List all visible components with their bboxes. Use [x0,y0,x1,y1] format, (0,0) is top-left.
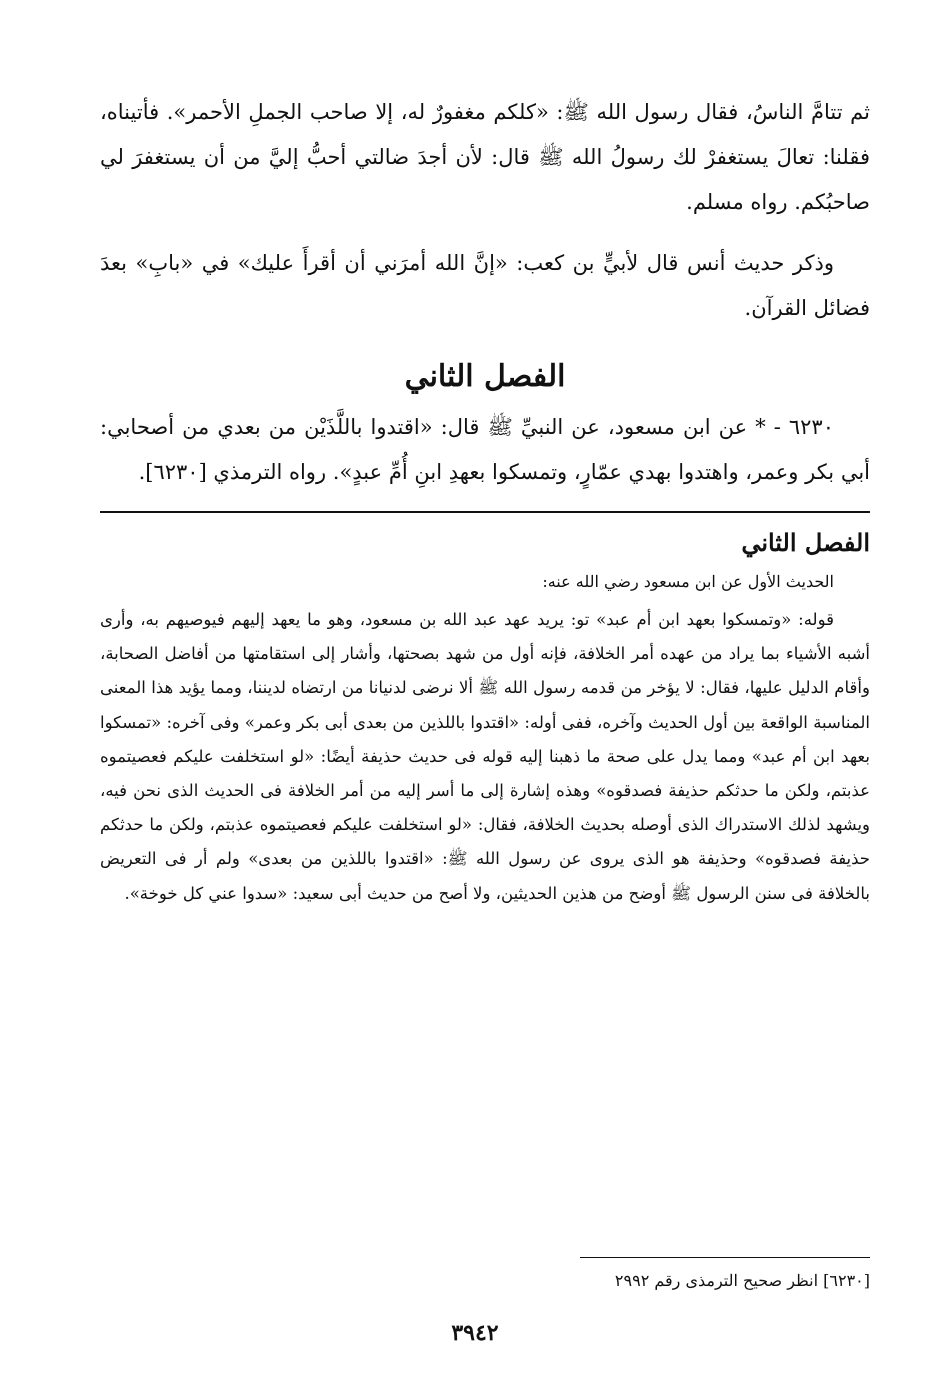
page-number: ٣٩٤٢ [451,1320,499,1346]
footnote-divider [580,1257,870,1258]
commentary-subtitle: الحديث الأول عن ابن مسعود رضي الله عنه: [542,572,834,591]
paragraph-1: ثم تتامَّ الناسُ، فقال رسول الله ﷺ: «كلكم مغفورٌ له، إلا صاحب الجملِ الأحمر». فأتيناه، فقلنا: تعالَ يستغفرْ لك رسولُ الله ﷺ قال: لأن أجدَ ضالتي أحبُّ إليَّ من أن يستغفرَ لي صاحبُكم. رواه مسلم. [100,100,870,214]
page-content [100,90,870,911]
footnote: [٦٢٣٠] انظر صحيح الترمذى رقم ٢٩٩٢ [614,1271,870,1290]
section-title: الفصل الثاني [404,359,566,394]
main-text [100,90,870,495]
commentary-title: الفصل الثاني [741,528,870,557]
hadith-6230: ٦٢٣٠ - * عن ابن مسعود، عن النبيِّ ﷺ قال: «اقتدوا باللَّذَيْن من بعدي من أصحابي: أبي بكر وعمر، واهتدوا بهدي عمّارٍ، وتمسكوا بعهدِ ابنِ أُمِّ عبدٍ». رواه الترمذي [٦٢٣٠]. [100,415,870,484]
paragraph-2: وذكر حديث أنس قال لأبيٍّ بن كعب: «إنَّ الله أمرَني أن أقرأَ عليك» في «بابِ» بعدَ فضائل القرآن. [100,251,870,320]
commentary-body: قوله: «وتمسكوا بعهد ابن أم عبد» تو: يريد عهد عبد الله بن مسعود، وهو ما يعهد إليهم فيوصيهم به، وأرى أشبه الأشياء بما يراد من عهده أمر الخلافة، فإنه أول من شهد بصحتها، وأشار إلى استقامتها من أفاضل الصحابة، وأقام الدليل عليها، فقال: لا يؤخر من قدمه رسول الله ﷺ ألا نرضى لدنيانا من ارتضاه لديننا، ومما يؤيد هذا المعنى المناسبة الواقعة بين أول الحديث وآخره، ففى أوله: «اقتدوا باللذين من بعدى أبى بكر وعمر» وفى آخره: «تمسكوا بعهد ابن أم عبد» ومما يدل على صحة ما ذهبنا إليه قوله فى حديث حذيفة أيضًا: «لو استخلفت عليكم فعصيتموه عذبتم، ولكن ما حدثكم حذيفة فصدقوه» وهذه إشارة إلى ما أسر إليه من أمر الخلافة فى الحديث الذى نحن فيه، ويشهد لذلك الاستدراك الذى أوصله بحديث الخلافة، فقال: «لو استخلفت عليكم فعصيتموه عذبتم، ولكن ما حدثكم حذيفة فصدقوه» وحذيفة هو الذى يروى عن رسول الله ﷺ: «اقتدوا باللذين من بعدى» ولم أر فى التعريض بالخلافة فى سنن الرسول ﷺ أوضح من هذين الحديثين، ولا أصح من حديث أبى سعيد: «سدوا عني كل خوخة». [100,610,870,903]
section-divider [100,511,870,513]
commentary [100,523,870,911]
